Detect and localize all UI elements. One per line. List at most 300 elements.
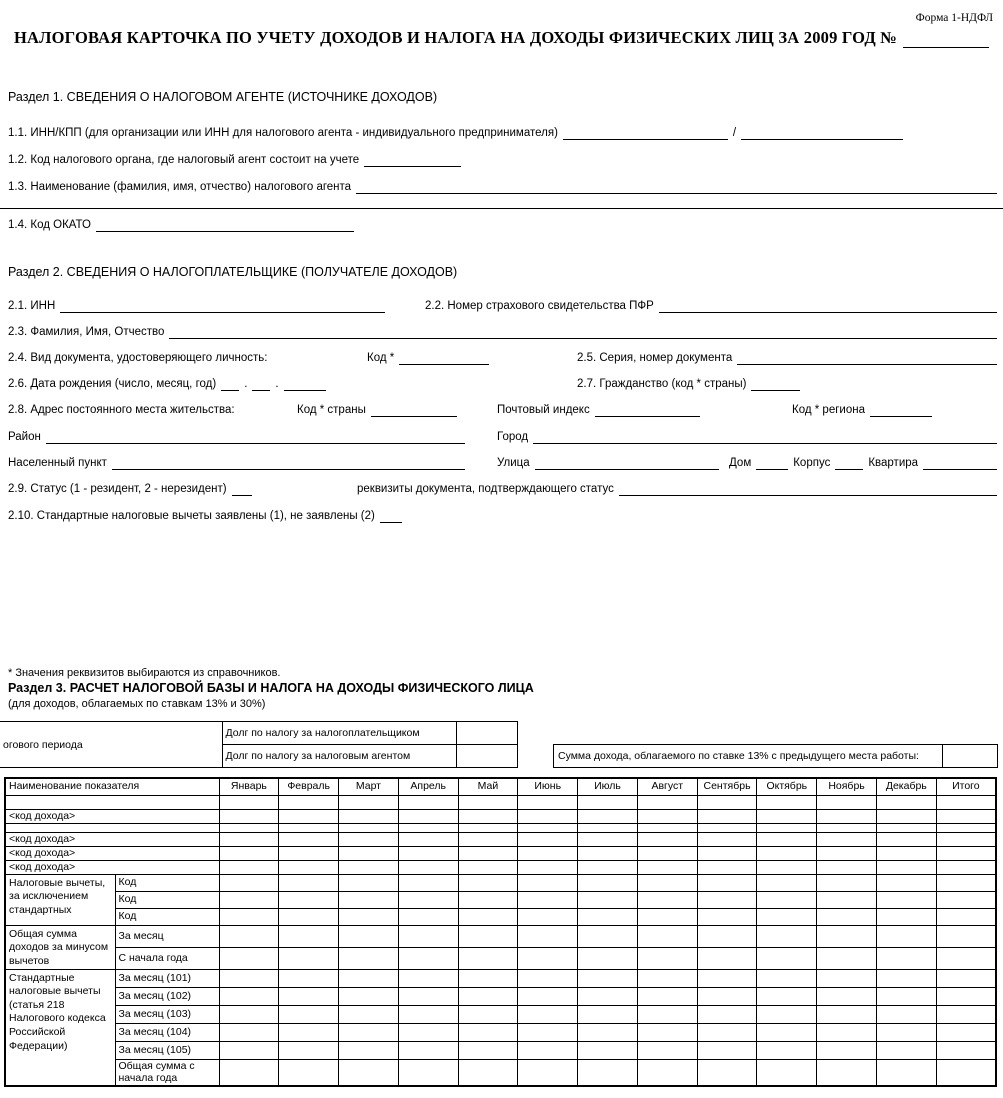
data-cell: [219, 908, 279, 925]
data-cell: [876, 1059, 936, 1086]
data-cell: [637, 947, 697, 969]
document-code-field: [399, 352, 489, 365]
data-cell: [697, 987, 757, 1005]
data-cell: [697, 860, 757, 874]
data-cell: [637, 1005, 697, 1023]
label-house: Дом: [729, 457, 752, 469]
field-row-1-2: [8, 151, 997, 167]
table-row: [5, 832, 996, 846]
data-cell: [876, 823, 936, 832]
data-cell: [219, 832, 279, 846]
data-cell: [757, 823, 817, 832]
col-header-11: Ноябрь: [817, 778, 877, 795]
data-cell: [339, 846, 399, 860]
col-header-4: Апрель: [398, 778, 458, 795]
data-cell: [697, 832, 757, 846]
data-cell: [219, 874, 279, 891]
table-row: [5, 823, 996, 832]
field-row-2-4-2-5: [8, 349, 997, 365]
label-1-4: 1.4. Код ОКАТО: [8, 219, 91, 231]
data-cell: [817, 1005, 877, 1023]
data-cell: [697, 823, 757, 832]
data-cell: [518, 1023, 578, 1041]
data-cell: [339, 874, 399, 891]
document-series-number-field: [737, 352, 997, 365]
data-cell: [876, 1023, 936, 1041]
data-cell: [339, 860, 399, 874]
table-header-row: [5, 778, 996, 795]
data-cell: [817, 1023, 877, 1041]
data-cell: [697, 1023, 757, 1041]
group-label: Налоговые вычеты, за исключением стандартных: [5, 874, 115, 925]
data-cell: [637, 891, 697, 908]
postal-index-field: [595, 404, 700, 417]
agent-name-continuation-line: [0, 208, 1003, 209]
data-cell: [936, 925, 996, 947]
data-cell: [578, 969, 638, 987]
label-apartment: Квартира: [868, 457, 919, 469]
data-cell: [876, 908, 936, 925]
previous-income-label: Сумма дохода, облагаемого по ставке 13% с предыдущего места работы:: [554, 745, 943, 768]
full-name-field: [169, 326, 997, 339]
data-cell: [637, 1023, 697, 1041]
data-cell: [578, 1059, 638, 1086]
data-cell: [757, 947, 817, 969]
table-row: [5, 795, 996, 809]
data-cell: [936, 891, 996, 908]
data-cell: [279, 1023, 339, 1041]
field-row-2-1-2-2: [8, 297, 997, 313]
data-cell: [398, 908, 458, 925]
data-cell: [458, 969, 518, 987]
section1-title: Раздел 1. СВЕДЕНИЯ О НАЛОГОВОМ АГЕНТЕ (ИСТОЧНИКЕ ДОХОДОВ): [8, 90, 438, 104]
data-cell: [458, 1059, 518, 1086]
data-cell: [279, 987, 339, 1005]
data-cell: [757, 1059, 817, 1086]
apartment-field: [923, 457, 997, 470]
col-header-9: Сентябрь: [697, 778, 757, 795]
data-cell: [219, 947, 279, 969]
data-cell: [458, 1005, 518, 1023]
data-cell: [757, 1023, 817, 1041]
data-cell: [219, 823, 279, 832]
data-cell: [458, 1023, 518, 1041]
data-cell: [578, 832, 638, 846]
data-cell: [757, 809, 817, 823]
data-cell: [697, 795, 757, 809]
data-cell: [578, 860, 638, 874]
data-cell: [398, 823, 458, 832]
data-cell: [578, 908, 638, 925]
label-building: Корпус: [793, 457, 831, 469]
citizenship-code-field: [751, 378, 800, 391]
sub-label: За месяц (103): [115, 1005, 219, 1023]
data-cell: [936, 860, 996, 874]
data-cell: [817, 823, 877, 832]
label-2-2: 2.2. Номер страхового свидетельства ПФР: [425, 300, 654, 312]
pfr-number-field: [659, 300, 997, 313]
data-cell: [339, 891, 399, 908]
data-cell: [876, 1005, 936, 1023]
field-row-1-1: [8, 124, 997, 140]
data-cell: [518, 832, 578, 846]
data-cell: [219, 987, 279, 1005]
previous-income-table: [553, 744, 998, 768]
data-cell: [518, 925, 578, 947]
data-cell: [697, 1041, 757, 1059]
data-cell: [637, 987, 697, 1005]
data-cell: [279, 846, 339, 860]
data-cell: [757, 987, 817, 1005]
section2-title: Раздел 2. СВЕДЕНИЯ О НАЛОГОПЛАТЕЛЬЩИКЕ (ПОЛУЧАТЕЛЕ ДОХОДОВ): [8, 265, 458, 279]
data-cell: [458, 947, 518, 969]
data-cell: [518, 1041, 578, 1059]
data-cell: [936, 1041, 996, 1059]
data-cell: [339, 947, 399, 969]
birth-day-field: [221, 378, 239, 391]
section3-subtitle: (для доходов, облагаемых по ставкам 13% и 30%): [8, 698, 266, 710]
sub-label: За месяц (102): [115, 987, 219, 1005]
data-cell: [398, 1005, 458, 1023]
data-cell: [757, 874, 817, 891]
data-cell: [817, 809, 877, 823]
data-cell: [518, 987, 578, 1005]
data-cell: [279, 1041, 339, 1059]
table-row: [5, 809, 996, 823]
data-cell: [458, 987, 518, 1005]
data-cell: [458, 809, 518, 823]
previous-income-row: [554, 745, 998, 768]
col-header-8: Август: [637, 778, 697, 795]
street-field: [535, 457, 719, 470]
data-cell: [936, 823, 996, 832]
data-cell: [817, 874, 877, 891]
settlement-field: [112, 457, 465, 470]
field-row-2-3: [8, 323, 997, 339]
tax-office-code-field: [364, 154, 461, 167]
label-2-1: 2.1. ИНН: [8, 300, 56, 312]
label-2-8: 2.8. Адрес постоянного места жительства:: [8, 404, 235, 416]
data-cell: [637, 846, 697, 860]
data-cell: [697, 969, 757, 987]
table-row: [5, 925, 996, 947]
data-cell: [817, 925, 877, 947]
data-cell: [219, 846, 279, 860]
reference-footnote: * Значения реквизитов выбираются из справочников.: [8, 667, 281, 679]
inn-field: [563, 127, 728, 140]
col-header-1: Январь: [219, 778, 279, 795]
data-cell: [518, 908, 578, 925]
field-row-district-city: [8, 428, 997, 444]
income-table: [4, 777, 997, 1087]
data-cell: [697, 925, 757, 947]
label-1-2: 1.2. Код налогового органа, где налоговый агент состоит на учете: [8, 154, 360, 166]
label-2-5: 2.5. Серия, номер документа: [577, 352, 733, 364]
data-cell: [757, 891, 817, 908]
birth-year-field: [284, 378, 326, 391]
data-cell: [219, 809, 279, 823]
label-2-4-code: Код *: [367, 352, 395, 364]
data-cell: [578, 987, 638, 1005]
debt-table: [0, 721, 518, 768]
inn-kpp-separator: /: [732, 127, 737, 139]
form-number-label: Форма 1-НДФЛ: [915, 12, 993, 24]
data-cell: [458, 874, 518, 891]
sub-label: Код: [115, 908, 219, 925]
period-label-cell: огового периода: [0, 722, 222, 768]
data-cell: [398, 860, 458, 874]
row-label: [5, 823, 219, 832]
data-cell: [817, 908, 877, 925]
table-row: [5, 1041, 996, 1059]
col-header-12: Декабрь: [876, 778, 936, 795]
label-settlement: Населенный пункт: [8, 457, 107, 469]
label-2-3: 2.3. Фамилия, Имя, Отчество: [8, 326, 165, 338]
label-2-6: 2.6. Дата рождения (число, месяц, год): [8, 378, 217, 390]
data-cell: [697, 908, 757, 925]
data-cell: [279, 874, 339, 891]
field-row-1-4: [8, 216, 997, 232]
data-cell: [518, 846, 578, 860]
data-cell: [936, 1005, 996, 1023]
sub-label: За месяц (104): [115, 1023, 219, 1041]
data-cell: [936, 1059, 996, 1086]
data-cell: [637, 795, 697, 809]
data-cell: [876, 860, 936, 874]
label-2-9-docs: реквизиты документа, подтверждающего статус: [357, 483, 614, 495]
data-cell: [817, 795, 877, 809]
data-cell: [398, 874, 458, 891]
sub-label: За месяц (105): [115, 1041, 219, 1059]
data-cell: [518, 1059, 578, 1086]
date-dot-2: .: [275, 378, 279, 390]
data-cell: [637, 874, 697, 891]
data-cell: [279, 947, 339, 969]
kpp-field: [741, 127, 903, 140]
data-cell: [757, 925, 817, 947]
field-row-1-3: [8, 178, 997, 194]
data-cell: [339, 795, 399, 809]
col-header-7: Июль: [578, 778, 638, 795]
label-postal-index: Почтовый индекс: [497, 404, 590, 416]
data-cell: [936, 947, 996, 969]
data-cell: [876, 832, 936, 846]
data-cell: [578, 925, 638, 947]
data-cell: [578, 809, 638, 823]
table-row: [5, 969, 996, 987]
label-city: Город: [497, 431, 529, 443]
data-cell: [637, 823, 697, 832]
country-code-field: [371, 404, 457, 417]
data-cell: [817, 846, 877, 860]
data-cell: [757, 1041, 817, 1059]
data-cell: [279, 1005, 339, 1023]
data-cell: [279, 925, 339, 947]
data-cell: [637, 832, 697, 846]
data-cell: [578, 795, 638, 809]
data-cell: [279, 823, 339, 832]
birth-month-field: [252, 378, 270, 391]
data-cell: [279, 860, 339, 874]
data-cell: [458, 1041, 518, 1059]
table-row: [5, 846, 996, 860]
group-label: Общая сумма доходов за минусом вычетов: [5, 925, 115, 969]
data-cell: [398, 925, 458, 947]
debt-taxpayer-value-cell: [456, 722, 517, 745]
data-cell: [339, 1005, 399, 1023]
table-row: [5, 1059, 996, 1086]
data-cell: [339, 1041, 399, 1059]
data-cell: [398, 1041, 458, 1059]
data-cell: [398, 969, 458, 987]
data-cell: [936, 832, 996, 846]
agent-name-field: [356, 181, 997, 194]
data-cell: [518, 969, 578, 987]
data-cell: [817, 832, 877, 846]
data-cell: [578, 1041, 638, 1059]
data-cell: [817, 969, 877, 987]
data-cell: [578, 891, 638, 908]
table-row: [5, 987, 996, 1005]
data-cell: [817, 891, 877, 908]
data-cell: [458, 846, 518, 860]
data-cell: [757, 846, 817, 860]
data-cell: [817, 860, 877, 874]
sub-label: Общая сумма с начала года: [115, 1059, 219, 1086]
data-cell: [339, 832, 399, 846]
data-cell: [219, 795, 279, 809]
row-label: <код дохода>: [5, 860, 219, 874]
data-cell: [398, 809, 458, 823]
table-row: [5, 874, 996, 891]
data-cell: [697, 947, 757, 969]
sub-label: Код: [115, 874, 219, 891]
data-cell: [279, 908, 339, 925]
field-row-2-8: [8, 401, 997, 417]
data-cell: [458, 908, 518, 925]
col-header-5: Май: [458, 778, 518, 795]
data-cell: [219, 891, 279, 908]
data-cell: [339, 908, 399, 925]
data-cell: [398, 947, 458, 969]
data-cell: [398, 891, 458, 908]
status-document-field: [619, 483, 997, 496]
data-cell: [219, 1005, 279, 1023]
sub-label: С начала года: [115, 947, 219, 969]
data-cell: [936, 846, 996, 860]
data-cell: [757, 908, 817, 925]
data-cell: [578, 846, 638, 860]
label-1-3: 1.3. Наименование (фамилия, имя, отчество) налогового агента: [8, 181, 352, 193]
col-header-6: Июнь: [518, 778, 578, 795]
label-2-7: 2.7. Гражданство (код * страны): [577, 378, 747, 390]
data-cell: [936, 908, 996, 925]
data-cell: [697, 874, 757, 891]
data-cell: [637, 860, 697, 874]
data-cell: [876, 947, 936, 969]
table-row: [5, 860, 996, 874]
data-cell: [936, 1023, 996, 1041]
section3-title: Раздел 3. РАСЧЕТ НАЛОГОВОЙ БАЗЫ И НАЛОГА НА ДОХОДЫ ФИЗИЧЕСКОГО ЛИЦА: [8, 681, 534, 695]
row-label: <код дохода>: [5, 846, 219, 860]
data-cell: [757, 860, 817, 874]
card-number-field: [903, 33, 989, 48]
data-cell: [458, 925, 518, 947]
data-cell: [876, 969, 936, 987]
data-cell: [279, 832, 339, 846]
document-title: НАЛОГОВАЯ КАРТОЧКА ПО УЧЕТУ ДОХОДОВ И НАЛОГА НА ДОХОДЫ ФИЗИЧЕСКИХ ЛИЦ ЗА 2009 ГОД №: [14, 28, 898, 47]
data-cell: [817, 947, 877, 969]
field-row-2-6-2-7: [8, 375, 997, 391]
taxpayer-inn-field: [60, 300, 385, 313]
data-cell: [578, 874, 638, 891]
data-cell: [518, 891, 578, 908]
city-field: [533, 431, 997, 444]
table-row: [5, 1005, 996, 1023]
data-cell: [339, 1059, 399, 1086]
data-cell: [876, 874, 936, 891]
data-cell: [578, 1023, 638, 1041]
table-row: [5, 891, 996, 908]
data-cell: [219, 969, 279, 987]
data-cell: [757, 1005, 817, 1023]
data-cell: [398, 1023, 458, 1041]
document-title-row: [14, 28, 995, 48]
data-cell: [876, 795, 936, 809]
data-cell: [876, 1041, 936, 1059]
data-cell: [219, 925, 279, 947]
data-cell: [757, 832, 817, 846]
table-row: [5, 908, 996, 925]
data-cell: [219, 1059, 279, 1086]
data-cell: [339, 969, 399, 987]
data-cell: [339, 809, 399, 823]
data-cell: [697, 809, 757, 823]
data-cell: [398, 1059, 458, 1086]
data-cell: [279, 809, 339, 823]
data-cell: [697, 846, 757, 860]
district-field: [46, 431, 465, 444]
sub-label: За месяц: [115, 925, 219, 947]
data-cell: [398, 795, 458, 809]
data-cell: [339, 987, 399, 1005]
data-cell: [637, 809, 697, 823]
field-row-settlement-street: [8, 454, 997, 470]
data-cell: [398, 987, 458, 1005]
col-header-3: Март: [339, 778, 399, 795]
col-header-indicator: Наименование показателя: [5, 778, 219, 795]
group-label: Стандартные налоговые вычеты (статья 218 Налогового кодекса Российской Федерации): [5, 969, 115, 1086]
data-cell: [219, 1023, 279, 1041]
data-cell: [697, 1059, 757, 1086]
table-row: [5, 947, 996, 969]
row-label: <код дохода>: [5, 809, 219, 823]
field-row-2-10: [8, 507, 997, 523]
deductions-claimed-field: [380, 510, 402, 523]
data-cell: [697, 1005, 757, 1023]
data-cell: [458, 823, 518, 832]
data-cell: [637, 1041, 697, 1059]
label-2-10: 2.10. Стандартные налоговые вычеты заявлены (1), не заявлены (2): [8, 510, 375, 522]
status-field: [232, 483, 252, 496]
previous-income-value-cell: [943, 745, 998, 768]
data-cell: [936, 795, 996, 809]
label-2-9: 2.9. Статус (1 - резидент, 2 - нерезидент): [8, 483, 227, 495]
label-region-code: Код * региона: [792, 404, 865, 416]
house-field: [756, 457, 788, 470]
data-cell: [398, 832, 458, 846]
data-cell: [458, 860, 518, 874]
